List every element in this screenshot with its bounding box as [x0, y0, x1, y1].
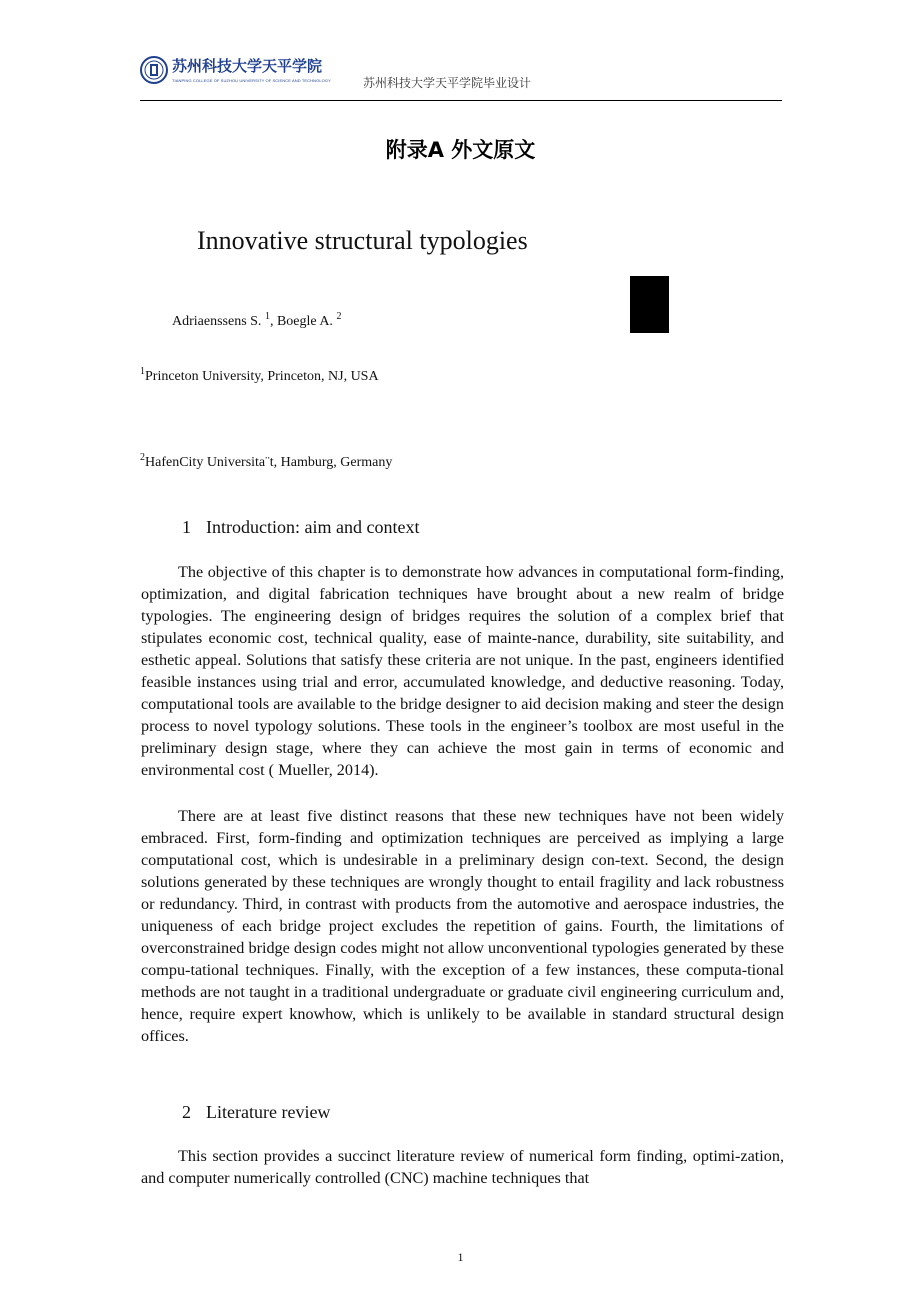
affiliation-1	[140, 366, 379, 385]
university-logo	[140, 54, 331, 88]
appendix-title: 附录A 外文原文	[385, 138, 536, 162]
black-redaction-box	[630, 276, 669, 333]
paper-title: Innovative structural typologies	[197, 226, 528, 255]
section-number: 1	[182, 517, 191, 537]
authors	[172, 311, 342, 330]
affiliation-2-mark: 2	[140, 452, 145, 463]
header-title: 苏州科技大学天平学院毕业设计	[363, 76, 532, 90]
section-title: Introduction: aim and context	[206, 517, 420, 537]
body-paragraph: The objective of this chapter is to demonstrate how advances in computational form-finding, optimization, and digital fabrication techniques have brought about a new realm of bridge typologies. The engineering design of bridges requires the solution of a complex brief that stipulates economic cost, technical quality, ease of mainte-nance, durability, site suitability, and esthetic appeal. Solutions that satisfy these criteria are not unique. In the past, engineers identified feasible instances using trial and error, accumulated knowledge, and deductive reasoning. Today, computational tools are available to the bridge designer to aid decision making and steer the design process to novel typology solutions. These tools in the engineer’s toolbox are most useful in the preliminary design stage, where they can achieve the most gain in terms of economic and environmental cost ( Mueller, 2014).	[141, 563, 784, 779]
section-heading-introduction	[182, 517, 419, 538]
author-1: Adriaenssens S.	[172, 314, 265, 329]
author-2-affiliation-mark: 2	[336, 311, 342, 322]
affiliation-1-text: Princeton University, Princeton, NJ, USA	[145, 369, 379, 384]
section-heading-literature-review	[182, 1102, 330, 1123]
logo-english-name: TIANPING COLLEGE OF SUZHOU UNIVERSITY OF SCIENCE AND TECHNOLOGY	[172, 78, 331, 83]
author-2: , Boegle A.	[269, 314, 337, 329]
logo-chinese-name: 苏州科技大学天平学院	[172, 57, 323, 75]
body-paragraph: There are at least five distinct reasons that these new techniques have not been widely embraced. First, form-finding and optimization techniques are perceived as implying a large computational cost, which is undesirable in a preliminary design con-text. Second, the design solutions generated by these techniques are wrongly thought to entail fragility and lack robustness or redundancy. Third, in contrast with products from the automotive and aerospace industries, the uniqueness of each bridge project excludes the repetition of gains. Fourth, the limitations of overconstrained bridge design codes might not allow unconventional typologies generated by these compu-tational techniques. Finally, with the exception of a few instances, these computa-tional methods are not taught in a traditional undergraduate or graduate civil engineering curriculum and, hence, require expert knowhow, which is unlikely to be available in standard structural design offices.	[141, 807, 784, 1045]
page-number: 1	[457, 1250, 464, 1264]
affiliation-2	[140, 452, 393, 471]
header-divider	[140, 100, 782, 101]
body-paragraph: This section provides a succinct literature review of numerical form finding, optimi-zation, and computer numerically controlled (CNC) machine techniques that	[141, 1147, 784, 1187]
section-number: 2	[182, 1102, 191, 1122]
affiliation-2-text: HafenCity Universita¨t, Hamburg, Germany	[145, 455, 393, 470]
author-1-affiliation-mark: 1	[264, 311, 270, 322]
university-emblem-icon	[140, 56, 168, 84]
affiliation-1-mark: 1	[140, 366, 145, 377]
section-title: Literature review	[206, 1102, 331, 1122]
